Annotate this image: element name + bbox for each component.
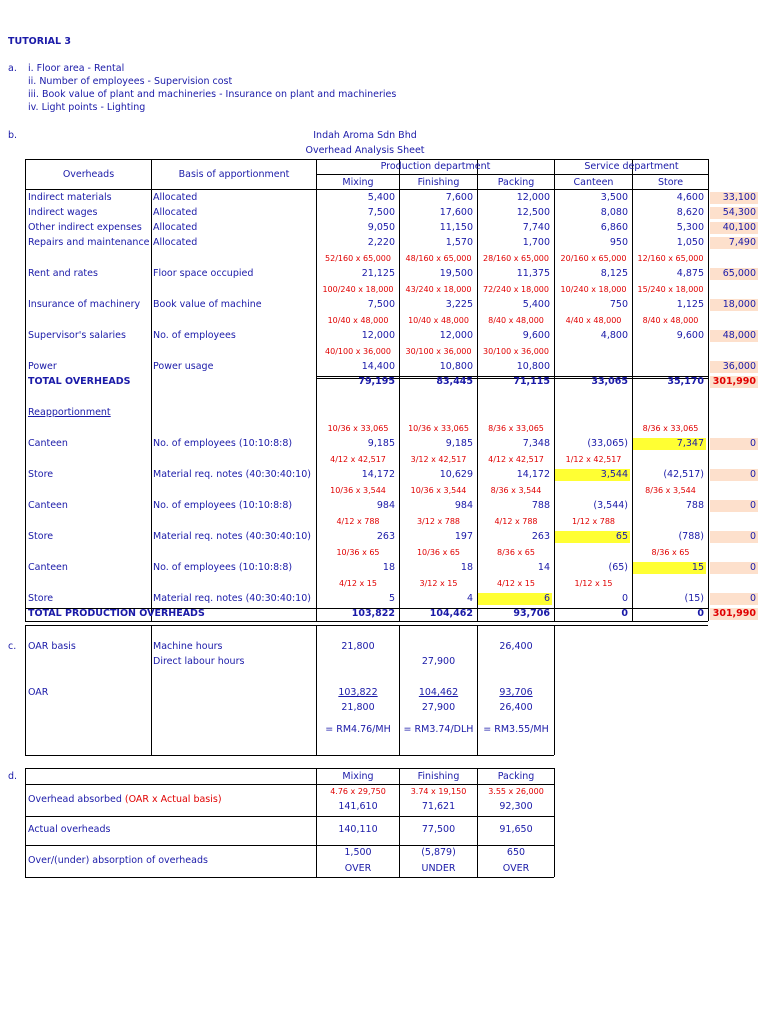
grid-line bbox=[25, 877, 554, 878]
cell-value: 12,000 bbox=[361, 330, 395, 341]
cell-value: 1,125 bbox=[676, 299, 704, 310]
cell-value: 18 bbox=[382, 562, 395, 573]
row-label: TOTAL PRODUCTION OVERHEADS bbox=[28, 608, 205, 619]
calc-note: 43/240 x 18,000 bbox=[405, 285, 472, 294]
cell-value: 8,620 bbox=[676, 207, 704, 218]
calc-note: 4/12 x 42,517 bbox=[488, 455, 544, 464]
row-total: 301,990 bbox=[710, 608, 758, 620]
oar-label: OAR bbox=[28, 687, 49, 698]
cell-value: 14,400 bbox=[361, 361, 395, 372]
calc-note: 4/12 x 788 bbox=[336, 517, 380, 526]
calc-note: 28/160 x 65,000 bbox=[483, 254, 549, 263]
part-a-item: ii. Number of employees - Supervision cost bbox=[28, 76, 233, 87]
cell-value: 12,500 bbox=[516, 207, 550, 218]
absorbed-value: 141,610 bbox=[338, 801, 378, 812]
calc-note: 4/40 x 48,000 bbox=[565, 316, 622, 325]
cell-value: 9,185 bbox=[445, 438, 473, 449]
cell-value: 4,875 bbox=[676, 268, 704, 279]
row-total: 65,000 bbox=[710, 268, 758, 280]
calc-note: 10/36 x 3,544 bbox=[410, 486, 467, 495]
part-a-item: i. Floor area - Rental bbox=[28, 63, 125, 74]
row-label: Canteen bbox=[28, 438, 68, 449]
grid-line bbox=[708, 159, 709, 621]
page-title: TUTORIAL 3 bbox=[8, 36, 71, 47]
oar-denominator: 26,400 bbox=[499, 702, 533, 713]
part-a-item: iv. Light points - Lighting bbox=[28, 102, 146, 113]
absorbed-calc: 3.55 x 26,000 bbox=[488, 787, 544, 796]
row-basis: Material req. notes (40:30:40:10) bbox=[153, 593, 311, 604]
cell-value: 10,629 bbox=[439, 469, 473, 480]
calc-note: 4/12 x 15 bbox=[339, 579, 377, 588]
cell-value: 11,375 bbox=[516, 268, 550, 279]
grid-line bbox=[25, 625, 26, 755]
calc-note: 8/36 x 3,544 bbox=[490, 486, 542, 495]
row-label: Store bbox=[28, 593, 54, 604]
calc-note: 10/240 x 18,000 bbox=[560, 285, 627, 294]
row-total: 0 bbox=[710, 438, 758, 450]
header-store: Store bbox=[657, 177, 684, 188]
calc-note: 15/240 x 18,000 bbox=[637, 285, 704, 294]
cell-value: 9,050 bbox=[367, 222, 395, 233]
grid-line bbox=[316, 174, 708, 175]
oar-basis-label: OAR basis bbox=[28, 641, 76, 652]
grid-line bbox=[25, 189, 708, 190]
grid-line bbox=[151, 625, 152, 755]
calc-note: 52/160 x 65,000 bbox=[325, 254, 391, 263]
over-under-value: 650 bbox=[506, 847, 526, 858]
row-basis: No. of employees (10:10:8:8) bbox=[153, 438, 293, 449]
calc-note: 8/36 x 33,065 bbox=[488, 424, 544, 433]
calc-note: 12/160 x 65,000 bbox=[637, 254, 704, 263]
row-total: 33,100 bbox=[710, 192, 758, 204]
row-basis: Material req. notes (40:30:40:10) bbox=[153, 469, 311, 480]
grid-line bbox=[477, 768, 478, 877]
row-basis: No. of employees (10:10:8:8) bbox=[153, 500, 293, 511]
cell-value: 79,195 bbox=[358, 376, 395, 387]
cell-value: (15) bbox=[684, 593, 704, 604]
part-b-label: b. bbox=[8, 130, 18, 141]
actual-value: 77,500 bbox=[421, 824, 456, 835]
cell-value: 8,125 bbox=[600, 268, 628, 279]
row-label: Rent and rates bbox=[28, 268, 98, 279]
cell-value: 18 bbox=[460, 562, 473, 573]
overhead-absorbed-label: Overhead absorbed (OAR x Actual basis) bbox=[28, 794, 222, 805]
cell-value: 12,000 bbox=[439, 330, 473, 341]
calc-note: 10/36 x 65 bbox=[336, 548, 380, 557]
cell-value: (65) bbox=[608, 562, 628, 573]
grid-line bbox=[399, 768, 400, 877]
row-total: 0 bbox=[710, 562, 758, 574]
sheet-title: Overhead Analysis Sheet bbox=[305, 145, 425, 156]
oar-numerator: 93,706 bbox=[499, 687, 533, 698]
cell-value: 35,170 bbox=[667, 376, 704, 387]
cell-value: 11,150 bbox=[439, 222, 473, 233]
row-total: 0 bbox=[710, 531, 758, 543]
oar-denominator: 27,900 bbox=[421, 702, 456, 713]
cell-value: 2,220 bbox=[367, 237, 395, 248]
grid-line bbox=[25, 159, 708, 160]
calc-note: 8/40 x 48,000 bbox=[642, 316, 699, 325]
cell-value: (788) bbox=[678, 531, 704, 542]
header-basis: Basis of apportionment bbox=[178, 169, 290, 180]
cell-value: 0 bbox=[621, 608, 628, 619]
row-label: Store bbox=[28, 531, 54, 542]
absorbed-value: 92,300 bbox=[499, 801, 533, 812]
cell-value: (3,544) bbox=[593, 500, 628, 511]
cell-value: 5,400 bbox=[367, 192, 395, 203]
row-basis: No. of employees bbox=[153, 330, 236, 341]
cell-value: 750 bbox=[609, 299, 628, 310]
calc-note: 4/12 x 15 bbox=[497, 579, 535, 588]
over-under-word: UNDER bbox=[421, 863, 456, 874]
cell-value: 1,700 bbox=[522, 237, 550, 248]
cell-value: 17,600 bbox=[439, 207, 473, 218]
oar-result: = RM3.55/MH bbox=[483, 724, 549, 735]
row-label: Indirect materials bbox=[28, 192, 112, 203]
cell-value: 7,347 bbox=[633, 438, 706, 450]
grid-line bbox=[25, 768, 26, 877]
cell-value: 65 bbox=[555, 531, 630, 543]
oar-numerator: 104,462 bbox=[418, 687, 459, 698]
cell-value: 6,860 bbox=[600, 222, 628, 233]
cell-value: 3,544 bbox=[555, 469, 630, 481]
header-production-dept: Production department bbox=[380, 161, 491, 172]
part-a-item: iii. Book value of plant and machineries - Insurance on plant and machineries bbox=[28, 89, 397, 100]
finishing-dlh: 27,900 bbox=[421, 656, 456, 667]
row-total: 36,000 bbox=[710, 361, 758, 373]
cell-value: 0 bbox=[697, 608, 704, 619]
cell-value: 8,080 bbox=[600, 207, 628, 218]
actual-value: 91,650 bbox=[499, 824, 533, 835]
row-basis: Material req. notes (40:30:40:10) bbox=[153, 531, 311, 542]
calc-note: 100/240 x 18,000 bbox=[322, 285, 394, 294]
calc-note: 8/36 x 33,065 bbox=[642, 424, 699, 433]
row-basis: Book value of machine bbox=[153, 299, 262, 310]
oar-denominator: 21,800 bbox=[341, 702, 375, 713]
cell-value: 7,600 bbox=[445, 192, 473, 203]
cell-value: 12,000 bbox=[516, 192, 550, 203]
cell-value: 15 bbox=[633, 562, 706, 574]
machine-hours-label: Machine hours bbox=[153, 641, 223, 652]
actual-overheads-label: Actual overheads bbox=[28, 824, 111, 835]
row-label: Canteen bbox=[28, 500, 68, 511]
company-name: Indah Aroma Sdn Bhd bbox=[313, 130, 417, 141]
d-header-finishing: Finishing bbox=[417, 771, 460, 782]
cell-value: 5 bbox=[388, 593, 395, 604]
cell-value: 4,600 bbox=[676, 192, 704, 203]
row-basis: Allocated bbox=[153, 207, 198, 218]
row-basis: No. of employees (10:10:8:8) bbox=[153, 562, 293, 573]
cell-value: 788 bbox=[531, 500, 550, 511]
cell-value: 9,185 bbox=[367, 438, 395, 449]
absorbed-calc: 3.74 x 19,150 bbox=[410, 787, 467, 796]
oar-result: = RM4.76/MH bbox=[325, 724, 391, 735]
row-label: Repairs and maintenance bbox=[28, 237, 150, 248]
part-d-label: d. bbox=[8, 771, 18, 782]
absorbed-calc: 4.76 x 29,750 bbox=[330, 787, 386, 796]
absorbed-value: 71,621 bbox=[421, 801, 456, 812]
absorbed-note: (OAR x Actual basis) bbox=[124, 794, 222, 805]
part-c-label: c. bbox=[8, 641, 17, 652]
cell-value: 10,800 bbox=[439, 361, 473, 372]
calc-note: 72/240 x 18,000 bbox=[483, 285, 549, 294]
calc-note: 3/12 x 15 bbox=[419, 579, 458, 588]
cell-value: 1,570 bbox=[445, 237, 473, 248]
grid-line bbox=[554, 625, 555, 755]
cell-value: 1,050 bbox=[676, 237, 704, 248]
grid-line bbox=[25, 755, 554, 756]
row-total: 301,990 bbox=[710, 376, 758, 388]
cell-value: 3,500 bbox=[600, 192, 628, 203]
cell-value: 71,115 bbox=[513, 376, 550, 387]
row-label: Canteen bbox=[28, 562, 68, 573]
header-packing: Packing bbox=[497, 177, 535, 188]
cell-value: 7,500 bbox=[367, 207, 395, 218]
calc-note: 3/12 x 42,517 bbox=[410, 455, 467, 464]
cell-value: 83,445 bbox=[436, 376, 473, 387]
row-total: 0 bbox=[710, 469, 758, 481]
grid-line bbox=[25, 768, 554, 769]
row-label: Power bbox=[28, 361, 57, 372]
calc-note: 8/36 x 65 bbox=[497, 548, 535, 557]
row-total: 40,100 bbox=[710, 222, 758, 234]
cell-value: 3,225 bbox=[445, 299, 473, 310]
calc-note: 10/40 x 48,000 bbox=[408, 316, 469, 325]
cell-value: 5,300 bbox=[676, 222, 704, 233]
row-label: Insurance of machinery bbox=[28, 299, 141, 310]
header-mixing: Mixing bbox=[342, 177, 374, 188]
grid-line bbox=[25, 621, 708, 622]
cell-value: 197 bbox=[454, 531, 473, 542]
row-total: 18,000 bbox=[710, 299, 758, 311]
cell-value: 7,500 bbox=[367, 299, 395, 310]
cell-value: (42,517) bbox=[663, 469, 704, 480]
row-label: Reapportionment bbox=[28, 407, 111, 418]
grid-line bbox=[25, 159, 26, 621]
calc-note: 3/12 x 788 bbox=[416, 517, 461, 526]
row-label: Supervisor's salaries bbox=[28, 330, 126, 341]
cell-value: 9,600 bbox=[522, 330, 550, 341]
cell-value: 984 bbox=[376, 500, 395, 511]
calc-note: 30/100 x 36,000 bbox=[483, 347, 549, 356]
calc-note: 10/36 x 33,065 bbox=[327, 424, 389, 433]
row-basis: Floor space occupied bbox=[153, 268, 254, 279]
header-finishing: Finishing bbox=[417, 177, 460, 188]
row-label: Indirect wages bbox=[28, 207, 98, 218]
cell-value: 21,125 bbox=[361, 268, 395, 279]
calc-note: 48/160 x 65,000 bbox=[405, 254, 472, 263]
calc-note: 8/36 x 65 bbox=[651, 548, 690, 557]
cell-value: 6 bbox=[478, 593, 552, 605]
cell-value: 93,706 bbox=[513, 608, 550, 619]
calc-note: 4/12 x 42,517 bbox=[330, 455, 386, 464]
oar-numerator: 103,822 bbox=[338, 687, 378, 698]
cell-value: 4 bbox=[466, 593, 473, 604]
calc-note: 1/12 x 788 bbox=[571, 517, 616, 526]
calc-note: 8/36 x 3,544 bbox=[645, 486, 696, 495]
part-a-label: a. bbox=[8, 63, 17, 74]
row-basis: Allocated bbox=[153, 237, 198, 248]
calc-note: 1/12 x 15 bbox=[574, 579, 613, 588]
calc-note: 1/12 x 42,517 bbox=[565, 455, 622, 464]
row-basis: Allocated bbox=[153, 192, 198, 203]
grid-line bbox=[554, 768, 555, 877]
cell-value: 14 bbox=[537, 562, 550, 573]
cell-value: 4,800 bbox=[600, 330, 628, 341]
grid-line bbox=[25, 845, 554, 846]
calc-note: 20/160 x 65,000 bbox=[560, 254, 627, 263]
header-service-dept: Service department bbox=[584, 161, 679, 172]
cell-value: 9,600 bbox=[676, 330, 704, 341]
calc-note: 40/100 x 36,000 bbox=[325, 347, 391, 356]
cell-value: 0 bbox=[621, 593, 628, 604]
cell-value: 788 bbox=[685, 500, 704, 511]
over-under-word: OVER bbox=[502, 863, 530, 874]
cell-value: 263 bbox=[531, 531, 550, 542]
cell-value: 19,500 bbox=[439, 268, 473, 279]
cell-value: 5,400 bbox=[522, 299, 550, 310]
calc-note: 10/36 x 3,544 bbox=[330, 486, 386, 495]
grid-line bbox=[25, 784, 554, 785]
cell-value: 7,740 bbox=[522, 222, 550, 233]
cell-value: (33,065) bbox=[587, 438, 628, 449]
grid-line bbox=[316, 768, 317, 877]
actual-value: 140,110 bbox=[338, 824, 378, 835]
cell-value: 103,822 bbox=[351, 608, 395, 619]
packing-mh: 26,400 bbox=[499, 641, 533, 652]
cell-value: 14,172 bbox=[361, 469, 395, 480]
cell-value: 33,065 bbox=[591, 376, 628, 387]
cell-value: 10,800 bbox=[516, 361, 550, 372]
grid-line bbox=[151, 159, 152, 621]
cell-value: 984 bbox=[454, 500, 473, 511]
row-basis: Power usage bbox=[153, 361, 214, 372]
cell-value: 263 bbox=[376, 531, 395, 542]
row-label: Store bbox=[28, 469, 54, 480]
calc-note: 8/40 x 48,000 bbox=[488, 316, 544, 325]
grid-line bbox=[25, 625, 708, 626]
dlh-label: Direct labour hours bbox=[153, 656, 245, 667]
calc-note: 10/40 x 48,000 bbox=[327, 316, 389, 325]
calc-note: 10/36 x 65 bbox=[416, 548, 461, 557]
cell-value: 104,462 bbox=[429, 608, 473, 619]
calc-note: 10/36 x 33,065 bbox=[408, 424, 469, 433]
over-under-value: 1,500 bbox=[344, 847, 372, 858]
row-total: 48,000 bbox=[710, 330, 758, 342]
header-canteen: Canteen bbox=[573, 177, 614, 188]
cell-value: 7,348 bbox=[522, 438, 550, 449]
mixing-mh: 21,800 bbox=[341, 641, 375, 652]
header-overheads: Overheads bbox=[62, 169, 115, 180]
calc-note: 4/12 x 788 bbox=[494, 517, 538, 526]
calc-note: 30/100 x 36,000 bbox=[405, 347, 472, 356]
grid-line bbox=[25, 816, 554, 817]
row-label: Other indirect expenses bbox=[28, 222, 142, 233]
over-under-value: (5,879) bbox=[421, 847, 456, 858]
row-total: 0 bbox=[710, 593, 758, 605]
row-label: TOTAL OVERHEADS bbox=[28, 376, 131, 387]
cell-value: 950 bbox=[609, 237, 628, 248]
row-total: 7,490 bbox=[710, 237, 758, 249]
row-basis: Allocated bbox=[153, 222, 198, 233]
over-under-label: Over/(under) absorption of overheads bbox=[28, 855, 208, 866]
d-header-mixing: Mixing bbox=[342, 771, 374, 782]
oar-result: = RM3.74/DLH bbox=[403, 724, 474, 735]
row-total: 0 bbox=[710, 500, 758, 512]
cell-value: 14,172 bbox=[516, 469, 550, 480]
over-under-word: OVER bbox=[344, 863, 372, 874]
row-total: 54,300 bbox=[710, 207, 758, 219]
d-header-packing: Packing bbox=[497, 771, 535, 782]
